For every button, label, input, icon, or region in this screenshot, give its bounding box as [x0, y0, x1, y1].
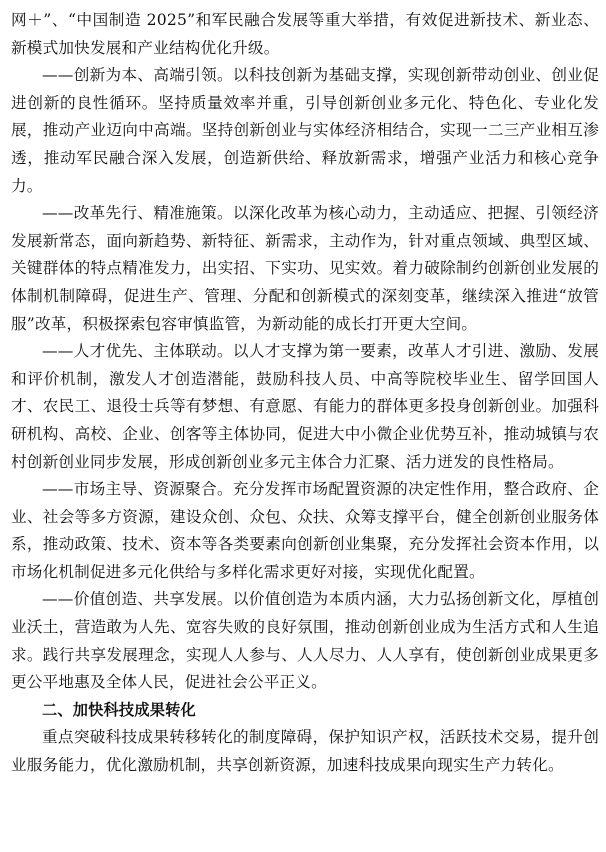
paragraph-innovation: ——创新为本、高端引领。以科技创新为基础支撑，实现创新带动创业、创业促进创新的良性循环。坚持质量效率并重，引导创新创业多元化、特色化、专业化发展，推动产业迈向中高端。坚持创新创业与实体经济相结合，实现一二三产业相互渗透，推动军民融合深入发展，创造新供给、释放新需求，增强产业活力和核心竞争力。	[11, 66, 599, 195]
paragraph-talent: ——人才优先、主体联动。以人才支撑为第一要素，改革人才引进、激励、发展和评价机制，激发人才创造潜能，鼓励科技人员、中高等院校毕业生、留学回国人才、农民工、退役士兵等有梦想、有意愿、有能力的群体更多投身创新创业。加强科研机构、高校、企业、创客等主体协同，促进大中小微企业优势互补，推动城镇与农村创新创业同步发展，形成创新创业多元主体合力汇聚、活力迸发的良性格局。	[11, 342, 599, 471]
paragraph-closing: 重点突破科技成果转移转化的制度障碍，保护知识产权，活跃技术交易，提升创业服务能力，优化激励机制，共享创新资源，加速科技成果向现实生产力转化。	[11, 728, 599, 775]
document-page	[11, 7, 599, 780]
paragraph-continuation: 网＋”、“中国制造 2025”和军民融合发展等重大举措，有效促进新技术、新业态、新模式加快发展和产业结构优化升级。	[11, 11, 599, 57]
paragraph-market: ——市场主导、资源聚合。充分发挥市场配置资源的决定性作用，整合政府、企业、社会等多方资源，建设众创、众包、众扶、众筹支撑平台，健全创新创业服务体系，推动政策、技术、资本等各类要素向创新创业集聚，充分发挥社会资本作用，以市场化机制促进多元化供给与多样化需求更好对接，实现优化配置。	[11, 480, 599, 581]
paragraph-reform: ——改革先行、精准施策。以深化改革为核心动力，主动适应、把握、引领经济发展新常态，面向新趋势、新特征、新需求，主动作为，针对重点领域、典型区域、关键群体的特点精准发力，出实招、下实功、见实效。着力破除制约创新创业发展的体制机制障碍，促进生产、管理、分配和创新模式的深刻变革，继续深入推进“放管服”改革，积极探索包容审慎监管，为新动能的成长打开更大空间。	[11, 204, 599, 333]
section-heading: 二、加快科技成果转化	[42, 700, 196, 719]
paragraph-value: ——价值创造、共享发展。以价值创造为本质内涵，大力弘扬创新文化，厚植创业沃土，营造敢为人先、宽容失败的良好氛围，推动创新创业成为生活方式和人生追求。践行共享发展理念，实现人人参与、人人尽力、人人享有，使创新创业成果更多更公平地惠及全体人民，促进社会公平正义。	[11, 590, 599, 692]
